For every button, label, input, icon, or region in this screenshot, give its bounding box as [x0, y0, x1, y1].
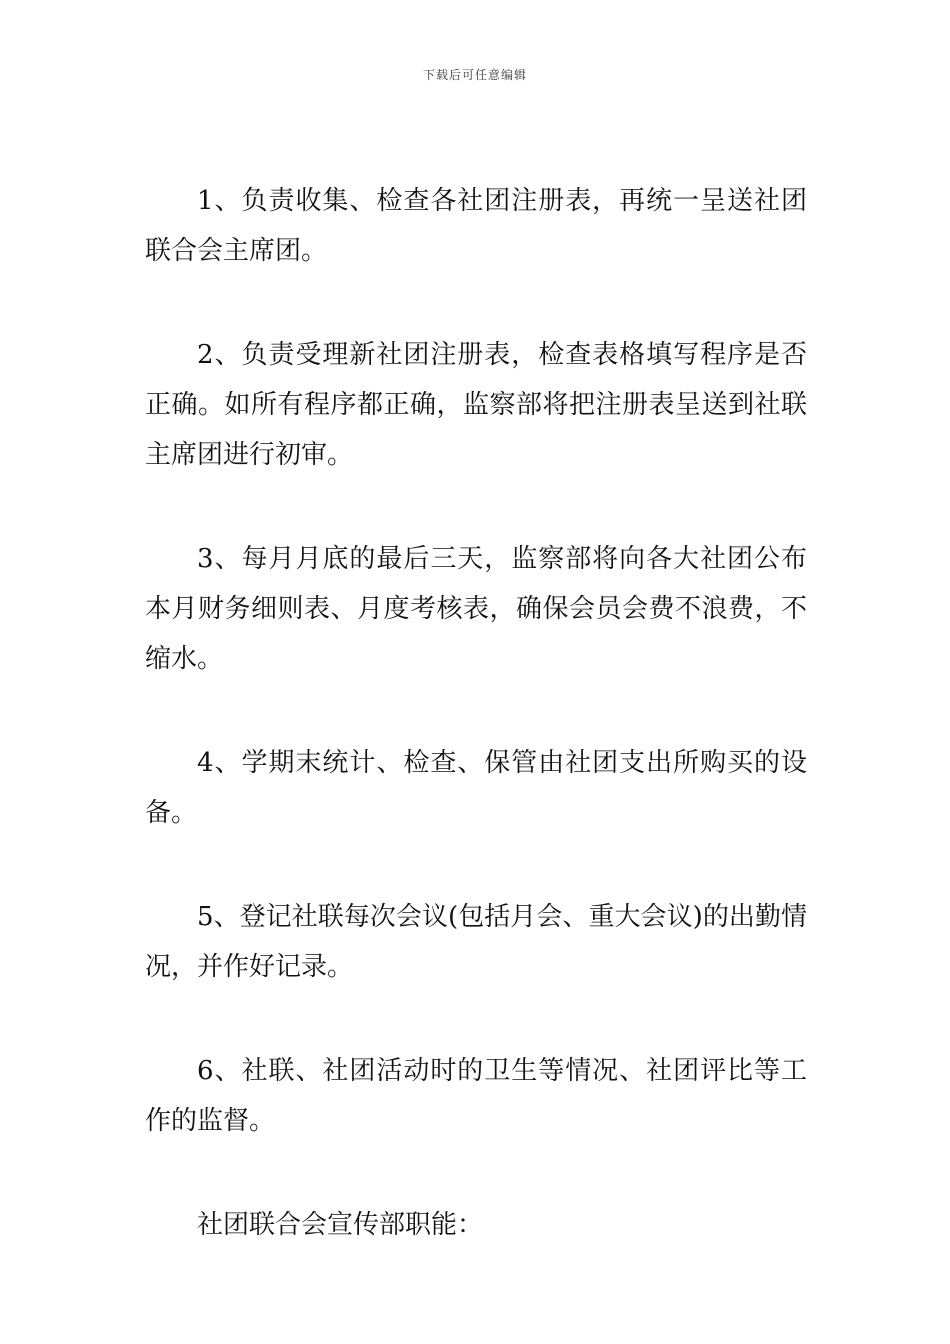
paragraph-3: 3、每月月底的最后三天，监察部将向各大社团公布本月财务细则表、月度考核表，确保会员会费不浪费，不缩水。: [145, 544, 807, 674]
paragraph-5: 5、登记社联每次会议(包括月会、重大会议)的出勤情况，并作好记录。: [145, 902, 807, 982]
paragraph-2: 2、负责受理新社团注册表，检查表格填写程序是否正确。如所有程序都正确，监察部将把注册表呈送到社联主席团进行初审。: [145, 340, 807, 470]
section-heading: 社团联合会宣传部职能：: [197, 1210, 484, 1240]
document-body: [145, 176, 807, 1304]
header-note: 下载后可任意编辑: [422, 68, 527, 82]
paragraph-6: 6、社联、社团活动时的卫生等情况、社团评比等工作的监督。: [145, 1056, 807, 1136]
paragraph-1: 1、负责收集、检查各社团注册表，再统一呈送社团联合会主席团。: [145, 186, 807, 266]
paragraph-4: 4、学期末统计、检查、保管由社团支出所购买的设备。: [145, 748, 807, 828]
